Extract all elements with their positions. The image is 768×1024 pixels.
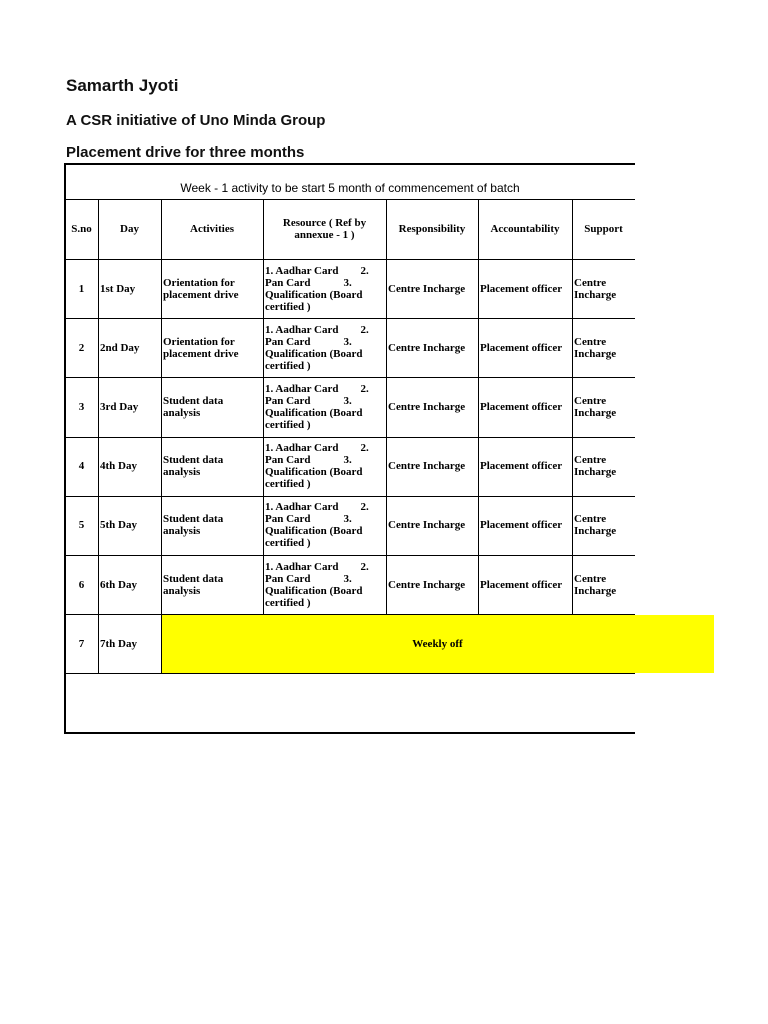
row-resource-text: 1. Aadhar Card 2. Pan Card 3. Qualification (Board certified ) — [265, 560, 369, 609]
row-day-text: 3rd Day — [100, 400, 139, 413]
col-line — [161, 199, 162, 673]
row-accountability-text: Placement officer — [480, 400, 563, 413]
table-top-border — [64, 163, 635, 165]
row-activity-text: Orientation for placement drive — [163, 276, 239, 301]
row-activity — [161, 377, 263, 436]
row-line — [65, 437, 635, 438]
header-activities — [161, 199, 263, 259]
weekly-off-label — [161, 614, 714, 673]
row-activity — [161, 259, 263, 318]
row-day-text: 2nd Day — [100, 341, 140, 354]
row-responsibility-text: Centre Incharge — [388, 519, 466, 532]
header-sno — [65, 199, 98, 259]
row-accountability-text: Placement officer — [480, 460, 563, 473]
row-day — [98, 496, 161, 555]
row-sno-text: 6 — [78, 578, 85, 591]
row-support-text: Centre Incharge — [574, 454, 617, 479]
row-activity-text: Student data analysis — [163, 394, 224, 419]
row-support — [572, 496, 635, 555]
col-line — [98, 199, 99, 673]
row-day — [98, 555, 161, 614]
row-resource — [263, 555, 386, 614]
row-resource — [263, 496, 386, 555]
header-responsibility — [386, 199, 478, 259]
header-support-text: Support — [584, 223, 623, 235]
table-left-border — [64, 163, 66, 733]
off-row-day-text: 7th Day — [100, 637, 137, 650]
row-accountability-text: Placement officer — [480, 282, 563, 295]
header-day — [98, 199, 161, 259]
row-accountability — [478, 437, 572, 496]
row-responsibility — [386, 496, 478, 555]
row-sno — [65, 377, 98, 436]
row-resource-text: 1. Aadhar Card 2. Pan Card 3. Qualification (Board certified ) — [265, 442, 369, 491]
org-name: Samarth Jyoti — [66, 76, 179, 95]
row-responsibility — [386, 318, 478, 377]
weekly-off-label-text: Weekly off — [412, 637, 463, 650]
header-day-text: Day — [120, 223, 139, 235]
row-activity-text: Orientation for placement drive — [163, 335, 239, 360]
header-resource — [263, 199, 386, 259]
row-responsibility-text: Centre Incharge — [388, 282, 466, 295]
row-responsibility-text: Centre Incharge — [388, 578, 466, 591]
row-sno-text: 4 — [78, 460, 85, 473]
row-activity-text: Student data analysis — [163, 513, 224, 538]
row-activity — [161, 318, 263, 377]
header-bottom-line — [65, 259, 635, 260]
row-day — [98, 259, 161, 318]
row-accountability-text: Placement officer — [480, 578, 563, 591]
row-activity — [161, 496, 263, 555]
row-day-text: 4th Day — [100, 460, 137, 473]
row-accountability — [478, 377, 572, 436]
row-support — [572, 318, 635, 377]
row-responsibility-text: Centre Incharge — [388, 400, 466, 413]
row-day-text: 6th Day — [100, 578, 137, 591]
row-activity-text: Student data analysis — [163, 454, 224, 479]
row-support-text: Centre Incharge — [574, 276, 617, 301]
row-support — [572, 555, 635, 614]
row-sno-text: 5 — [78, 519, 85, 532]
week-title: Week - 1 activity to be start 5 month of commencement of batch — [180, 181, 520, 195]
row-day-text: 5th Day — [100, 519, 137, 532]
row-sno — [65, 318, 98, 377]
row-support-text: Centre Incharge — [574, 572, 617, 597]
row-day — [98, 318, 161, 377]
row-support — [572, 437, 635, 496]
page-title: Placement drive for three months — [66, 144, 305, 161]
off-row-sno — [65, 614, 98, 673]
row-accountability — [478, 496, 572, 555]
row-activity-text: Student data analysis — [163, 572, 224, 597]
row-support-text: Centre Incharge — [574, 513, 617, 538]
row-accountability — [478, 555, 572, 614]
off-row-day — [98, 614, 161, 673]
row-accountability-text: Placement officer — [480, 519, 563, 532]
row-responsibility — [386, 437, 478, 496]
row-resource-text: 1. Aadhar Card 2. Pan Card 3. Qualification (Board certified ) — [265, 382, 369, 431]
row-line — [65, 496, 635, 497]
row-responsibility-text: Centre Incharge — [388, 460, 466, 473]
row-line — [65, 377, 635, 378]
row-sno-text: 1 — [78, 282, 85, 295]
row-resource — [263, 259, 386, 318]
row-accountability-text: Placement officer — [480, 341, 563, 354]
row-sno — [65, 259, 98, 318]
row-responsibility — [386, 555, 478, 614]
row-responsibility — [386, 377, 478, 436]
row-sno — [65, 555, 98, 614]
header-accountability-text: Accountability — [490, 223, 560, 235]
row-support — [572, 377, 635, 436]
row-accountability — [478, 259, 572, 318]
subtitle: A CSR initiative of Uno Minda Group — [66, 112, 326, 129]
row-support-text: Centre Incharge — [574, 394, 617, 419]
row-responsibility — [386, 259, 478, 318]
row-line — [65, 318, 635, 319]
header-sno-text: S.no — [71, 223, 92, 235]
off-row-bottom-line — [65, 673, 635, 674]
row-sno-text: 3 — [78, 400, 85, 413]
header-accountability — [478, 199, 572, 259]
header-resource-text: Resource ( Ref by annexue - 1 ) — [282, 217, 367, 241]
row-resource-text: 1. Aadhar Card 2. Pan Card 3. Qualification (Board certified ) — [265, 501, 369, 550]
col-line — [572, 199, 573, 614]
row-sno-text: 2 — [78, 341, 85, 354]
row-support-text: Centre Incharge — [574, 335, 617, 360]
row-resource — [263, 318, 386, 377]
row-day-text: 1st Day — [100, 282, 136, 295]
header-responsibility-text: Responsibility — [398, 223, 466, 235]
row-line — [65, 555, 635, 556]
row-support — [572, 259, 635, 318]
row-resource-text: 1. Aadhar Card 2. Pan Card 3. Qualification (Board certified ) — [265, 323, 369, 372]
row-day — [98, 377, 161, 436]
row-resource — [263, 377, 386, 436]
header-top-line — [65, 199, 635, 200]
row-resource — [263, 437, 386, 496]
row-activity — [161, 555, 263, 614]
row-line — [65, 614, 635, 615]
row-resource-text: 1. Aadhar Card 2. Pan Card 3. Qualification (Board certified ) — [265, 264, 369, 313]
row-responsibility-text: Centre Incharge — [388, 341, 466, 354]
header-support — [572, 199, 635, 259]
col-line — [263, 199, 264, 614]
col-line — [478, 199, 479, 614]
col-line — [386, 199, 387, 614]
row-day — [98, 437, 161, 496]
row-sno — [65, 496, 98, 555]
header-activities-text: Activities — [190, 223, 234, 235]
off-row-sno-text: 7 — [78, 637, 85, 650]
row-accountability — [478, 318, 572, 377]
row-activity — [161, 437, 263, 496]
row-sno — [65, 437, 98, 496]
table-bottom-border — [64, 732, 635, 734]
